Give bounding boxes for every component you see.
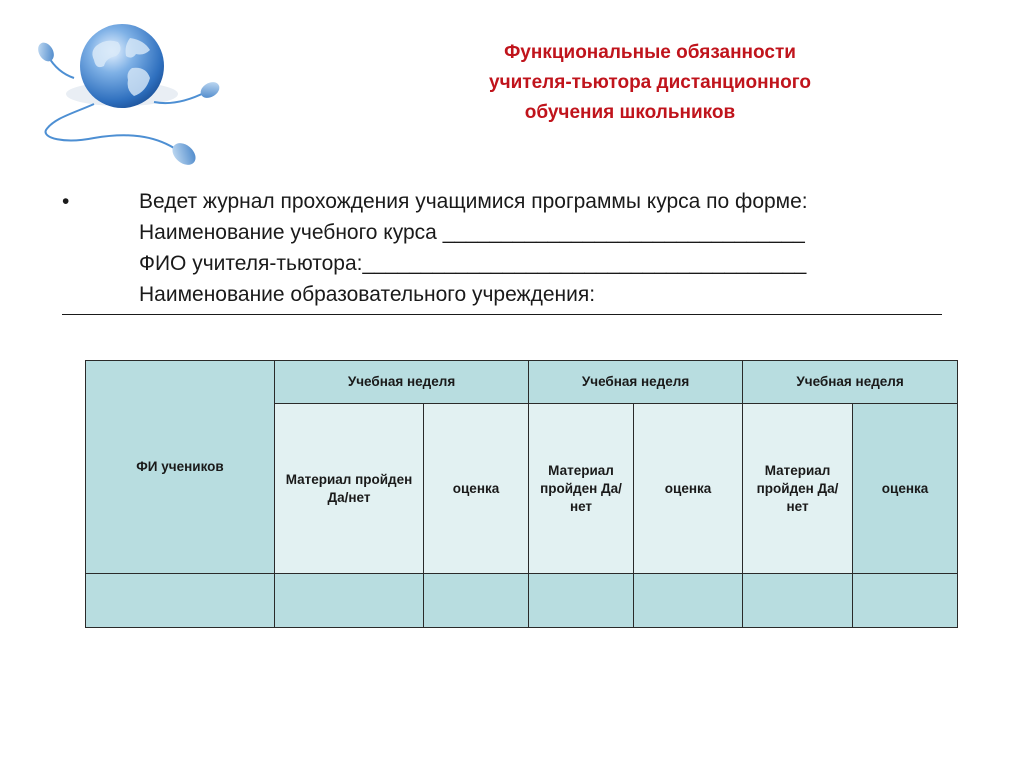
header-week-1: Учебная неделя <box>275 361 529 404</box>
table-cell[interactable] <box>424 574 529 628</box>
subheader-grade-3: оценка <box>853 404 958 574</box>
table-cell[interactable] <box>634 574 743 628</box>
subheader-material-1: Материал пройден Да/нет <box>275 404 424 574</box>
bullet-line-2: Наименование учебного курса _______________________________ <box>139 221 805 244</box>
globe-mouse-logo-icon <box>34 18 224 168</box>
subheader-material-2: Материал пройден Да/нет <box>529 404 634 574</box>
table-cell[interactable] <box>275 574 424 628</box>
table-cell[interactable] <box>86 574 275 628</box>
bullet-line-4: Наименование образовательного учреждения: <box>139 283 596 306</box>
slide-title <box>400 38 900 128</box>
table-cell[interactable] <box>853 574 958 628</box>
subheader-grade-1: оценка <box>424 404 529 574</box>
header-student-names: ФИ учеников <box>86 361 275 574</box>
bullet-marker: • <box>62 190 70 213</box>
table-cell[interactable] <box>743 574 853 628</box>
title-line-1: Функциональные обязанности <box>504 42 796 63</box>
journal-table <box>85 360 958 628</box>
table-cell[interactable] <box>529 574 634 628</box>
subheader-material-3: Материал пройден Да/нет <box>743 404 853 574</box>
header-week-2: Учебная неделя <box>529 361 743 404</box>
bullet-line-1: Ведет журнал прохождения учащимися программы курса по форме: <box>139 190 808 213</box>
subheader-grade-2: оценка <box>634 404 743 574</box>
fill-in-underline <box>62 314 942 315</box>
title-line-2: учителя-тьютора дистанционного <box>489 72 811 93</box>
bullet-line-3: ФИО учителя-тьютора:______________________________________ <box>139 252 807 275</box>
title-line-3: обучения школьников <box>524 102 736 123</box>
header-week-3: Учебная неделя <box>743 361 958 404</box>
